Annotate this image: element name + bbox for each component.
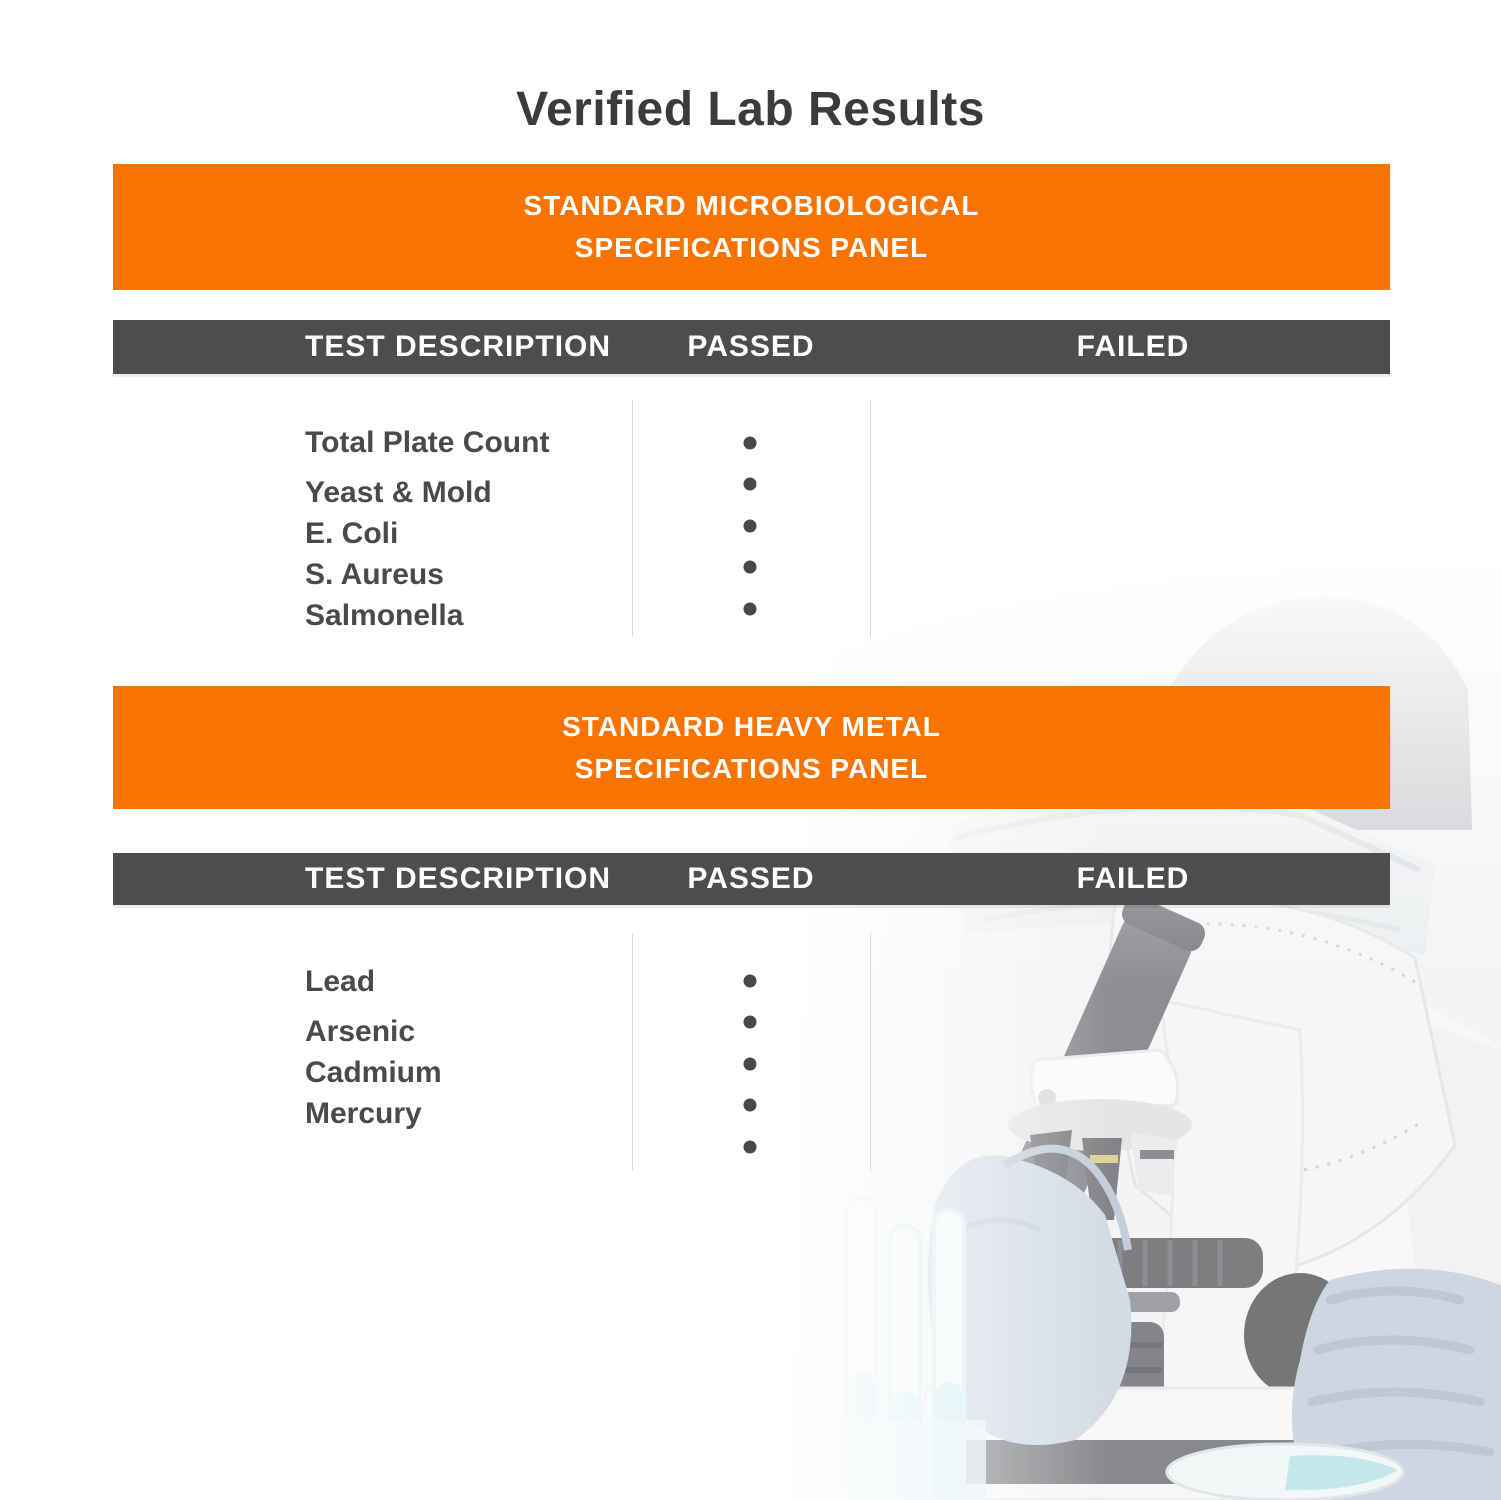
test-row-label: Lead — [305, 965, 376, 998]
page-title: Verified Lab Results — [516, 83, 985, 136]
passed-dot — [744, 1141, 757, 1154]
column-divider — [632, 933, 633, 1171]
passed-dot — [744, 561, 757, 574]
column-header-failed: FAILED — [1076, 862, 1190, 895]
table-header-heavy-metal — [113, 853, 1390, 905]
test-row-label: Salmonella — [305, 599, 464, 632]
column-header-test-description: TEST DESCRIPTION — [305, 330, 612, 363]
column-divider — [870, 933, 871, 1171]
passed-dot — [744, 603, 757, 616]
test-row-label: S. Aureus — [305, 558, 444, 591]
column-divider — [870, 399, 871, 637]
table-header-microbiological — [113, 320, 1390, 374]
test-row-label: Cadmium — [305, 1056, 442, 1089]
column-header-test-description: TEST DESCRIPTION — [305, 862, 612, 895]
test-row-label: Total Plate Count — [305, 426, 550, 459]
column-header-passed: PASSED — [687, 862, 815, 895]
passed-dot — [744, 478, 757, 491]
panel-banner-heavy-metal — [113, 686, 1390, 809]
banner-line: STANDARD MICROBIOLOGICAL — [523, 190, 980, 221]
test-row-label: Arsenic — [305, 1015, 416, 1048]
test-row-label: Yeast & Mold — [305, 476, 492, 509]
panel-banner-microbiological — [113, 164, 1390, 290]
banner-line: SPECIFICATIONS PANEL — [574, 232, 929, 263]
banner-line: SPECIFICATIONS PANEL — [574, 752, 929, 784]
column-divider — [632, 399, 633, 637]
banner-line: STANDARD HEAVY METAL — [562, 710, 941, 742]
passed-dot — [744, 975, 757, 988]
passed-dot — [744, 520, 757, 533]
passed-dot — [744, 437, 757, 450]
column-header-failed: FAILED — [1076, 330, 1190, 363]
passed-dot — [744, 1058, 757, 1071]
test-row-label: Mercury — [305, 1097, 422, 1130]
passed-dot — [744, 1016, 757, 1029]
test-row-label: E. Coli — [305, 517, 399, 550]
column-header-passed: PASSED — [687, 330, 815, 363]
passed-dot — [744, 1099, 757, 1112]
